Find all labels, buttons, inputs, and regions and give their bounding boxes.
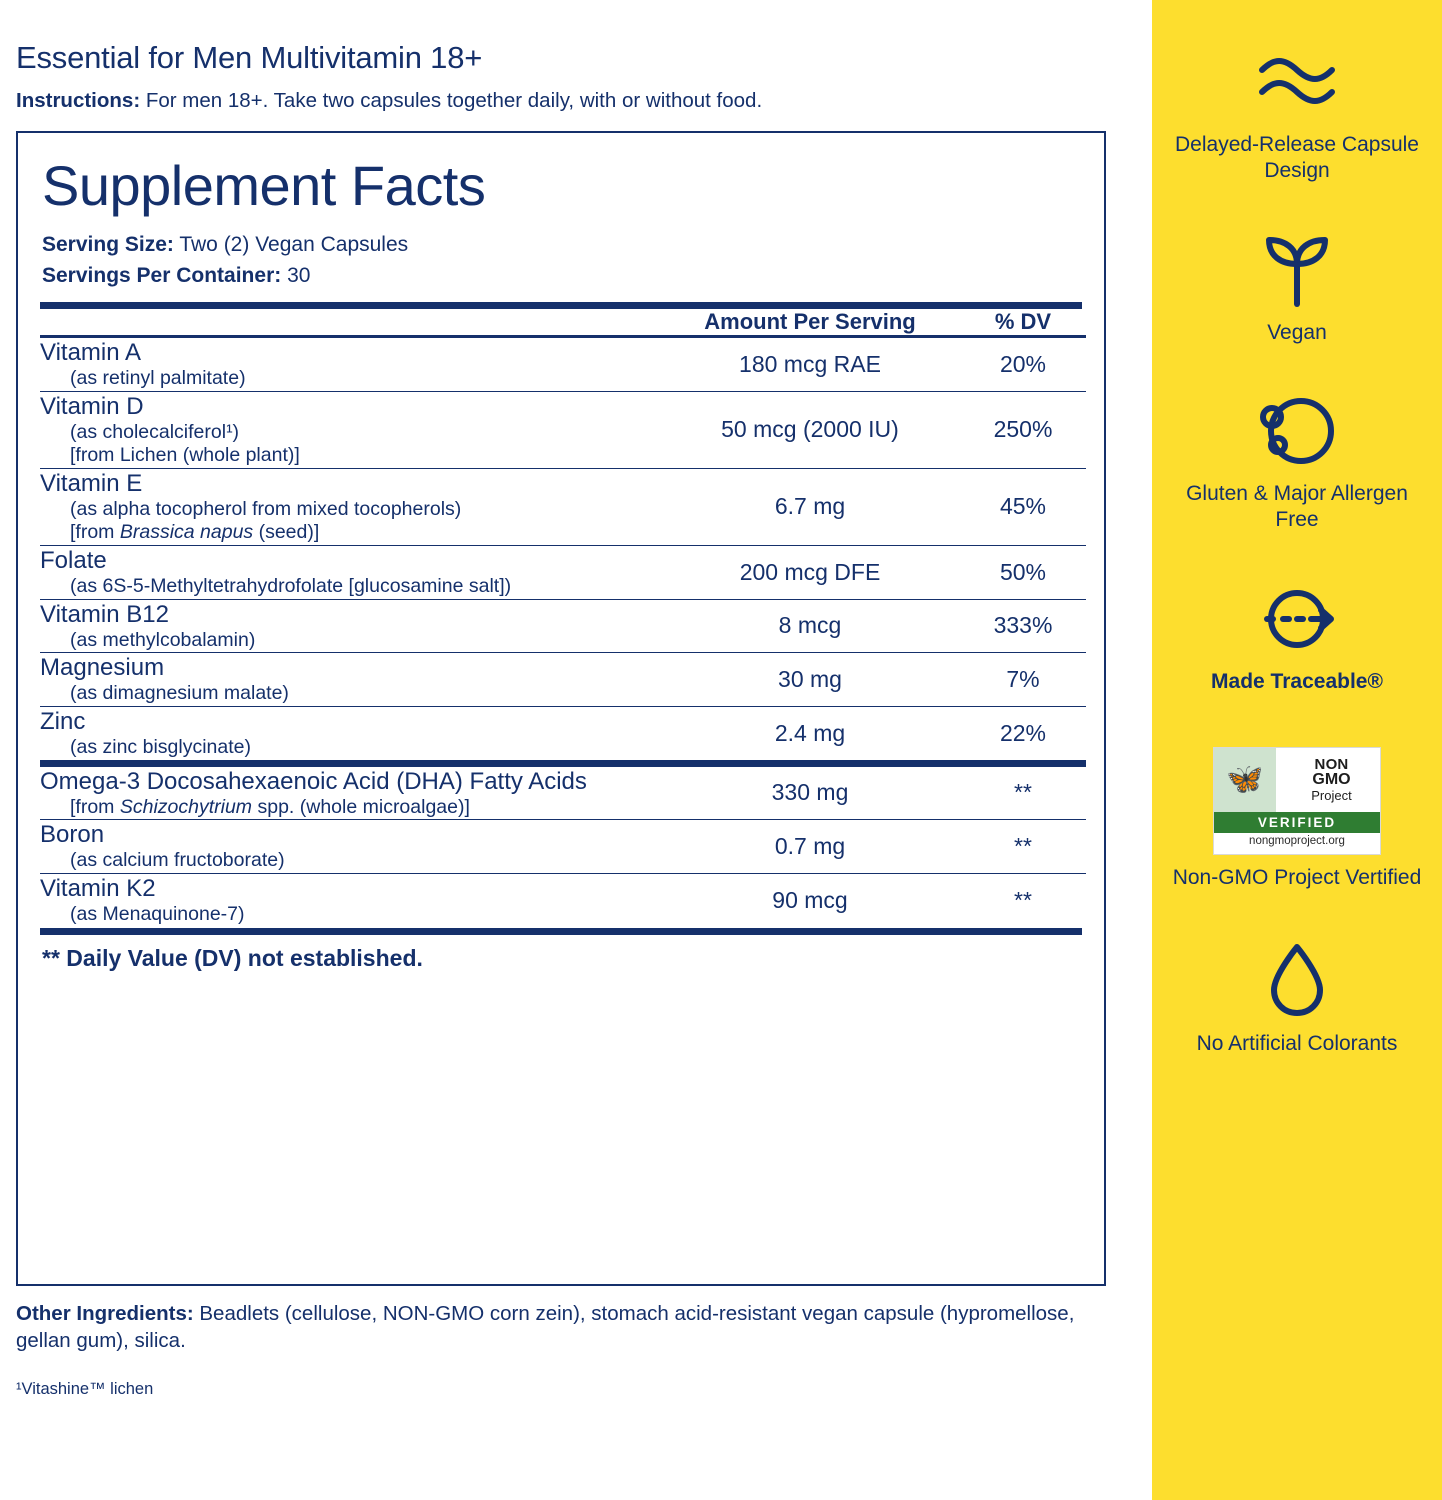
- nutrient-name-cell: [40, 599, 660, 653]
- nutrient-source: (as alpha tocopherol from mixed tocopherols): [70, 498, 462, 521]
- nutrient-dv: 50%: [960, 545, 1086, 599]
- nutrient-amount: 180 mcg RAE: [660, 337, 960, 392]
- seal-line-2: GMO: [1312, 770, 1351, 788]
- servings-per-container-label: Servings Per Container:: [42, 263, 282, 287]
- badge-label: Delayed-Release Capsule Design: [1175, 133, 1419, 182]
- table-row: [40, 468, 1086, 545]
- table-row: [40, 545, 1086, 599]
- nutrient-amount: 6.7 mg: [660, 468, 960, 545]
- divider-thick-top: [40, 302, 1082, 309]
- seal-top: [1214, 748, 1380, 812]
- other-ingredients-text: Beadlets (cellulose, NON-GMO corn zein), stomach acid-resistant vegan capsule (hypromellose, gellan gum), silica.: [16, 1301, 1075, 1352]
- butterfly-icon: [1214, 748, 1276, 812]
- seal-line-1: NON: [1314, 755, 1349, 773]
- nutrient-source: (as 6S-5-Methyltetrahydrofolate [glucosamine salt]): [70, 575, 512, 598]
- divider-thick-bottom: [40, 928, 1082, 935]
- table-row: [40, 337, 1086, 392]
- header-name-cell: [40, 309, 660, 337]
- page-title: Essential for Men Multivitamin 18+: [16, 40, 483, 75]
- other-ingredients: [16, 1300, 1116, 1355]
- nutrient-source: (as calcium fructoborate): [70, 849, 285, 872]
- servings-per-container-value: 30: [281, 263, 311, 287]
- nutrient-dv: 45%: [960, 468, 1086, 545]
- traceable-arrow-icon: [1172, 579, 1422, 659]
- nutrient-amount: 0.7 mg: [660, 820, 960, 874]
- instructions-line: [16, 88, 1152, 115]
- nutrient-name-cell: [40, 337, 660, 392]
- nutrient-source: [from Schizochytrium spp. (whole microalgae)]: [70, 795, 470, 818]
- header-dv-cell: % DV: [994, 309, 1052, 335]
- nutrient-name-cell: [40, 820, 660, 874]
- nutrient-name: Magnesium: [40, 654, 165, 682]
- seal-line-3: Project: [1311, 787, 1352, 803]
- nutrient-amount: 50 mcg (2000 IU): [660, 391, 960, 468]
- nutrient-name: Omega-3 Docosahexaenoic Acid (DHA) Fatty Acids: [40, 767, 587, 795]
- nutrient-dv: 20%: [960, 337, 1086, 392]
- nutrient-source-latin: Brassica napus: [119, 521, 254, 544]
- nutrient-amount: 8 mcg: [660, 599, 960, 653]
- nutrient-name-cell: [40, 873, 660, 926]
- table-row: [40, 873, 1086, 926]
- table-row: [40, 391, 1086, 468]
- table-row: [40, 820, 1086, 874]
- nutrient-dv: **: [960, 820, 1086, 874]
- badge-label: No Artificial Colorants: [1196, 1031, 1398, 1055]
- leaf-sprout-icon: [1172, 230, 1422, 310]
- nutrient-name: Folate: [40, 546, 107, 574]
- table-row: [40, 653, 1086, 707]
- seal-text: [1276, 748, 1380, 812]
- nutrient-source: (as methylcobalamin): [70, 628, 256, 651]
- seal-url: nongmoproject.org: [1249, 834, 1345, 847]
- badge-non-gmo: [1172, 747, 1422, 891]
- nutrient-source: (as zinc bisglycinate): [70, 736, 251, 759]
- nutrient-amount: 30 mg: [660, 653, 960, 707]
- nutrient-source: (as retinyl palmitate): [70, 367, 246, 390]
- non-gmo-project-seal-icon: [1213, 747, 1381, 855]
- serving-size-label: Serving Size:: [42, 233, 174, 257]
- nutrient-source-2: [from Lichen (whole plant)]: [70, 444, 300, 467]
- badge-made-traceable: [1172, 579, 1422, 695]
- nutrient-name: Vitamin D: [40, 392, 144, 420]
- table-row: [40, 599, 1086, 653]
- nutrient-name-cell: [40, 763, 660, 820]
- waves-icon: [1172, 42, 1422, 122]
- nutrient-source: (as Menaquinone-7): [70, 903, 245, 926]
- daily-value-note: ** Daily Value (DV) not established.: [42, 945, 423, 972]
- badge-label: Vegan: [1267, 320, 1327, 344]
- droplet-icon: [1172, 941, 1422, 1021]
- seal-verified-banner: VERIFIED: [1214, 812, 1380, 833]
- nutrient-name-cell: [40, 706, 660, 763]
- nutrient-name-cell: [40, 391, 660, 468]
- badge-no-artificial-colorants: [1172, 941, 1422, 1057]
- nutrient-dv: **: [960, 763, 1086, 820]
- nutrient-dv: 250%: [960, 391, 1086, 468]
- nutrient-name: Vitamin B12: [40, 600, 169, 628]
- nutrient-name-cell: [40, 653, 660, 707]
- nutrient-amount: 90 mcg: [660, 873, 960, 926]
- badge-label: Made Traceable®: [1211, 670, 1383, 694]
- nutrient-dv: 7%: [960, 653, 1086, 707]
- supplement-facts-heading: Supplement Facts: [42, 153, 486, 217]
- badge-label: Gluten & Major Allergen Free: [1186, 482, 1408, 532]
- serving-size-line: [42, 231, 1082, 259]
- serving-size-value: Two (2) Vegan Capsules: [173, 233, 409, 257]
- nutrient-amount: 2.4 mg: [660, 706, 960, 763]
- instructions-label: Instructions:: [16, 89, 141, 112]
- badge-vegan: [1172, 230, 1422, 346]
- table-row: [40, 763, 1086, 820]
- nutrient-name: Boron: [40, 821, 105, 849]
- supplement-facts-table: [40, 309, 1086, 926]
- badge-gluten-allergen-free: [1172, 391, 1422, 533]
- header-amount-cell: Amount Per Serving: [704, 309, 916, 335]
- nutrient-source-latin: Schizochytrium: [119, 795, 253, 818]
- nutrient-amount: 200 mcg DFE: [660, 545, 960, 599]
- nutrient-source-2: [from Brassica napus (seed)]: [70, 521, 320, 544]
- nutrient-amount: 330 mg: [660, 763, 960, 820]
- nutrient-name: Vitamin E: [40, 469, 143, 497]
- nutrient-dv: **: [960, 873, 1086, 926]
- nutrient-name-cell: [40, 545, 660, 599]
- table-row: [40, 706, 1086, 763]
- supplement-facts-panel: [16, 131, 1106, 1286]
- instructions-text: For men 18+. Take two capsules together daily, with or without food.: [140, 89, 763, 112]
- table-header-row: [40, 309, 1086, 337]
- servings-per-container-line: [42, 262, 1082, 290]
- nutrient-name: Vitamin K2: [40, 874, 156, 902]
- vitashine-footnote: ¹Vitashine™ lichen: [16, 1380, 154, 1399]
- nutrient-source: (as cholecalciferol¹): [70, 421, 240, 444]
- nutrient-name: Vitamin A: [40, 339, 141, 367]
- nutrient-dv: 333%: [960, 599, 1086, 653]
- badge-sidebar: [1152, 0, 1442, 1500]
- nutrient-source: (as dimagnesium malate): [70, 682, 289, 705]
- nutrient-name: Zinc: [40, 707, 86, 735]
- nutrient-name-cell: [40, 468, 660, 545]
- butterfly-glyph: 🦋: [1226, 762, 1264, 796]
- other-ingredients-label: Other Ingredients:: [16, 1301, 194, 1325]
- badge-delayed-release: [1172, 42, 1422, 184]
- badge-label: Non-GMO Project Vertified: [1172, 865, 1422, 889]
- wheat-free-circle-icon: [1172, 391, 1422, 471]
- nutrient-dv: 22%: [960, 706, 1086, 763]
